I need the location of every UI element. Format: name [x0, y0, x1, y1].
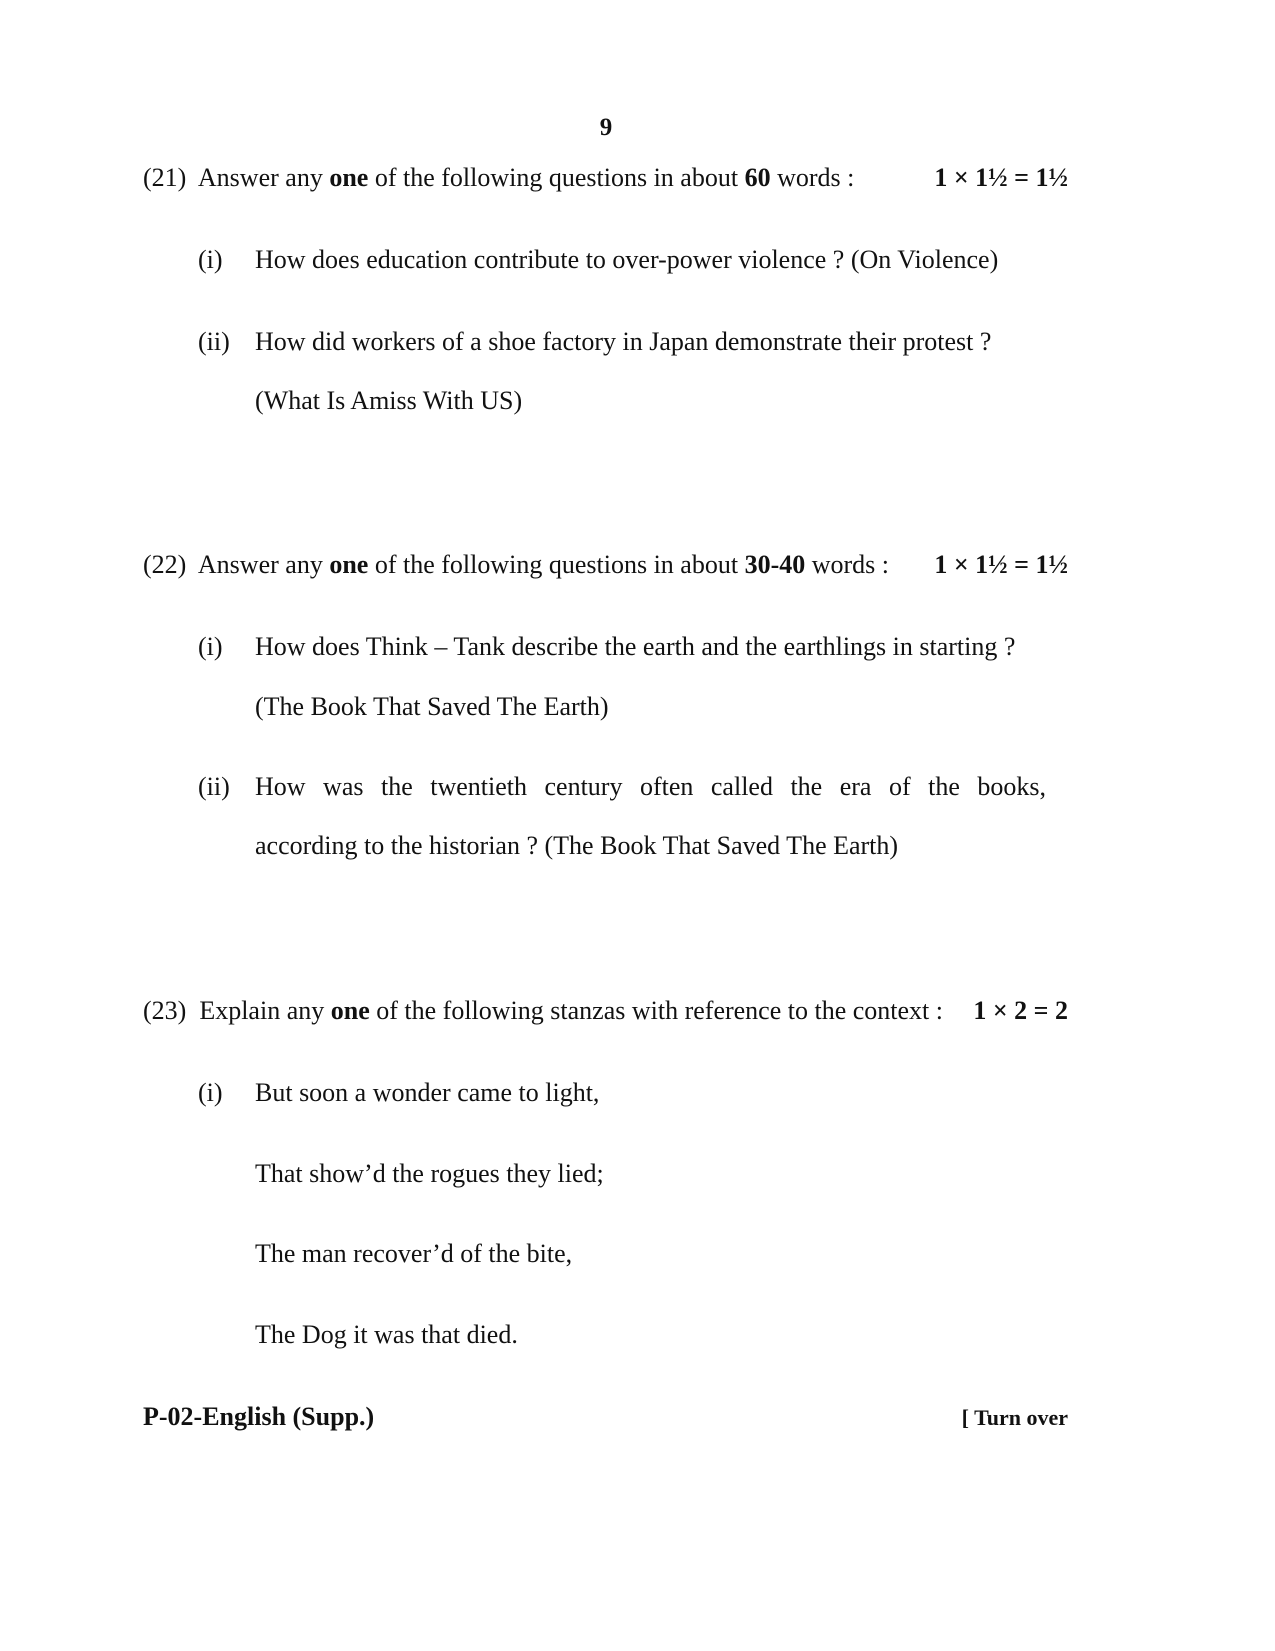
item-number: (i): [198, 245, 223, 274]
question-23-marks: 1 × 2 = 2: [973, 996, 1068, 1025]
question-21-marks: 1 × 1½ = 1½: [934, 163, 1068, 192]
question-number: (21): [143, 163, 187, 192]
stanza-line: But soon a wonder came to light,: [255, 1078, 600, 1107]
question-number: (22): [143, 550, 187, 579]
stanza-line: The man recover’d of the bite,: [255, 1239, 573, 1268]
item-text: How did workers of a shoe factory in Japan demonstrate their protest ?: [255, 327, 992, 356]
item-number: (i): [198, 632, 223, 661]
item-number: (ii): [198, 772, 230, 801]
item-text: How was the twentieth century often called the era of the books,: [255, 772, 1046, 801]
item-text: (What Is Amiss With US): [255, 386, 523, 415]
item-number: (i): [198, 1078, 223, 1107]
question-22-prompt: (22) Answer any one of the following questions in about 30-40 words :: [143, 550, 890, 579]
question-22-marks: 1 × 1½ = 1½: [934, 550, 1068, 579]
question-number: (23): [143, 996, 187, 1025]
question-23-prompt: (23) Explain any one of the following stanzas with reference to the context :: [143, 996, 943, 1025]
item-text: How does education contribute to over-power violence ? (On Violence): [255, 245, 999, 274]
page-number: 9: [599, 114, 613, 141]
item-text: according to the historian ? (The Book That Saved The Earth): [255, 831, 899, 860]
question-21-prompt: (21) Answer any one of the following questions in about 60 words :: [143, 163, 855, 192]
item-number: (ii): [198, 327, 230, 356]
turn-over-note: [ Turn over: [961, 1405, 1068, 1430]
stanza-line: The Dog it was that died.: [255, 1320, 518, 1349]
stanza-line: That show’d the rogues they lied;: [255, 1159, 604, 1188]
paper-code: P-02-English (Supp.): [143, 1402, 375, 1431]
item-text: How does Think – Tank describe the earth and the earthlings in starting ?: [255, 632, 1016, 661]
item-text: (The Book That Saved The Earth): [255, 692, 609, 721]
